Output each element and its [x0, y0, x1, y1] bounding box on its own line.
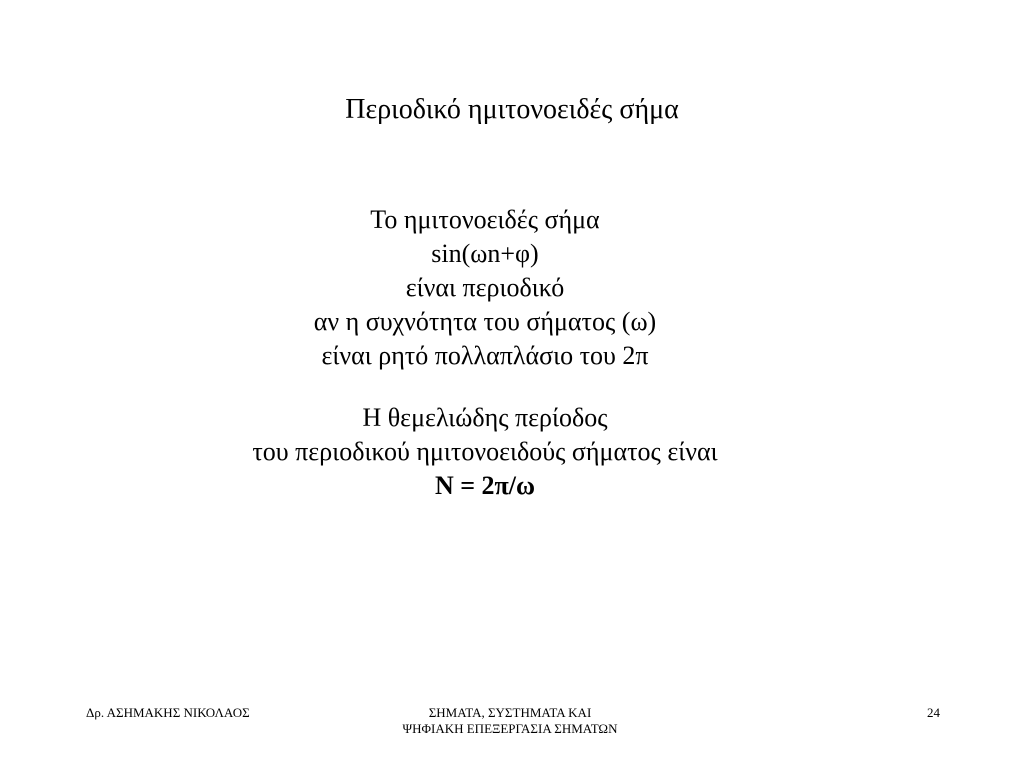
slide-title: Περιοδικό ημιτονοειδές σήμα — [345, 94, 679, 125]
footer-course-line-2: ΨΗΦΙΑΚΗ ΕΠΕΞΕΡΓΑΣΙΑ ΣΗΜΑΤΩΝ — [402, 721, 618, 736]
body-line-4: αν η συχνότητα του σήματος (ω) — [313, 307, 657, 336]
body-line-5: είναι ρητό πολλαπλάσιο του 2π — [321, 341, 649, 370]
period-formula: N = 2π/ω — [434, 471, 536, 500]
footer-course-line-1: ΣΗΜΑΤΑ, ΣΥΣΤΗΜΑΤΑ ΚΑΙ — [428, 705, 592, 720]
body-line-1: Το ημιτονοειδές σήμα — [370, 205, 600, 234]
body-line-2: sin(ωn+φ) — [431, 239, 539, 268]
paragraph-gap — [0, 373, 970, 401]
slide-body — [0, 203, 970, 503]
footer-author: Δρ. ΑΣΗΜΑΚΗΣ ΝΙΚΟΛΑΟΣ — [86, 705, 250, 720]
body-line-3: είναι περιοδικό — [405, 273, 565, 302]
body-line-6: Η θεμελιώδης περίοδος — [362, 403, 608, 432]
footer-page-number: 24 — [927, 705, 940, 720]
body-line-7: του περιοδικού ημιτονοειδούς σήματος είναι — [252, 437, 718, 466]
footer-course-title — [320, 705, 700, 737]
